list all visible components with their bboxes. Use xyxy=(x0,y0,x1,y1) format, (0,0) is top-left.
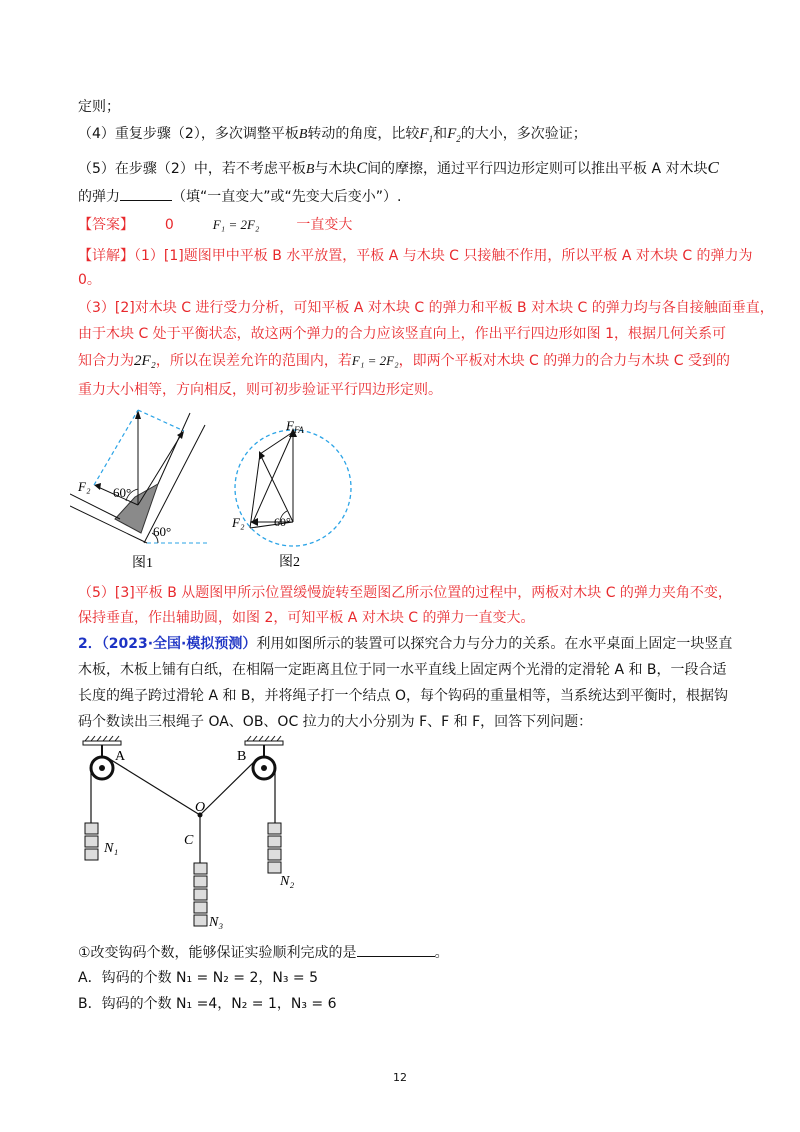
text-span: （5）在步骤（2）中，若不考虑平板 xyxy=(78,161,306,177)
text-span: 的大小，多次验证； xyxy=(460,126,587,142)
label-c: C xyxy=(184,833,194,848)
detail-line-1 xyxy=(78,246,753,266)
parallelogram-dash xyxy=(138,410,184,431)
detail-line-3 xyxy=(78,298,774,318)
text-span: （3）[2]对木块 C 进行受力分析，可知平板 A 对木块 C 的弹力和平板 B 对木块 C 的弹力均与各自接触面垂直， xyxy=(78,300,774,316)
text-span: （填“一直变大”或“先变大后变小”）. xyxy=(172,189,402,205)
question-source: （2023·全国·模拟预测） xyxy=(101,636,257,652)
text-span: 0。 xyxy=(78,272,101,288)
question-number: 2． xyxy=(78,636,102,652)
detail-line-2 xyxy=(78,270,101,290)
option-a xyxy=(78,968,318,988)
option-b-text: B．钩码的个数 N₁ =4，N₂ = 1，N₃ = 6 xyxy=(78,996,337,1012)
page-number: 12 xyxy=(393,1071,407,1084)
ceiling-mount xyxy=(245,741,283,745)
var-b: B xyxy=(305,162,315,177)
question-2-line-4 xyxy=(78,712,592,732)
text-span: 长度的绳子跨过滑轮 A 和 B，并将绳子打一个结点 O，每个钩码的重量相等，当系统达到平衡时，根据钩 xyxy=(78,688,728,704)
text-span: 重力大小相等，方向相反，则可初步验证平行四边形定则。 xyxy=(78,382,442,398)
pulley-a-hub xyxy=(99,765,105,771)
text-span: 保持垂直，作出辅助圆，如图 2，可知平板 A 对木块 C 的弹力一直变大。 xyxy=(78,610,535,626)
text-span: （4）重复步骤（2），多次调整平板 xyxy=(78,126,299,142)
question-2-line-3 xyxy=(78,686,728,706)
detail-line-7 xyxy=(78,583,732,603)
text-span: 码个数读出三根绳子 OA、OB、OC 拉力的大小分别为 F、F 和 F，回答下列问题： xyxy=(78,714,593,730)
text-span: 【详解】（1）[1]题图甲中平板 B 水平放置，平板 A 与木块 C 只接触不作用，所以平板 A 对木块 C 的弹力为 xyxy=(78,248,753,264)
f1-symbol: $F_1$ xyxy=(419,126,434,144)
detail-line-4 xyxy=(78,324,726,344)
step-5-line xyxy=(78,158,719,180)
weights-n1 xyxy=(85,823,98,860)
question-2-line-1 xyxy=(78,634,732,654)
fa-arrow xyxy=(138,435,181,505)
f2-label: F₂ xyxy=(232,515,245,530)
label-b: B xyxy=(237,749,247,764)
answer-1: 0 xyxy=(164,217,174,233)
text-span: 与木块 xyxy=(314,161,357,177)
angle-label: 60° xyxy=(113,485,132,500)
f2-label: F₂ xyxy=(78,479,91,494)
hatching xyxy=(85,736,119,741)
label-o: O xyxy=(195,800,206,815)
text-span: 间的摩擦，通过平行四边形定则可以推出平板 A 对木块 xyxy=(367,161,708,177)
var-b: B xyxy=(298,127,308,142)
answer-2: F₁ = 2F₂ xyxy=(212,217,260,232)
var-c: C xyxy=(356,160,368,177)
text-span: 知合力为 xyxy=(78,353,134,369)
fa-label: $F_{FA}$ xyxy=(286,418,304,435)
rope-oa xyxy=(108,758,200,815)
text-span: 的弹力 xyxy=(78,189,120,205)
figure-2 xyxy=(228,410,358,575)
step-4-line xyxy=(78,124,587,149)
answer-3: 一直变大 xyxy=(296,217,353,233)
label-n2: N₂ xyxy=(280,874,295,889)
label-n3: N₃ xyxy=(209,915,224,930)
f2-symbol: $F_2$ xyxy=(447,126,461,144)
answer-line xyxy=(78,215,352,235)
fill-blank-line xyxy=(78,186,401,207)
text-line xyxy=(78,97,120,117)
weights-n3 xyxy=(194,863,207,926)
text-span: 利用如图所示的装置可以探究合力与分力的关系。在水平桌面上固定一块竖直 xyxy=(256,636,733,652)
answer-blank xyxy=(357,942,435,957)
angle-label: 60° xyxy=(274,515,291,529)
answer-label: 【答案】 xyxy=(78,217,134,233)
figure-1 xyxy=(70,405,220,575)
math-2f2: 2F₂ xyxy=(134,353,156,369)
label-n1: N₁ xyxy=(104,841,119,856)
arrow-head xyxy=(177,431,184,439)
label-a: A xyxy=(115,749,126,764)
pulley-b-hub xyxy=(261,765,267,771)
ceiling-mount xyxy=(83,741,121,745)
figure-caption: 图1 xyxy=(132,556,153,571)
question-2-line-2 xyxy=(78,660,727,680)
figure-caption: 图2 xyxy=(279,555,300,570)
plate-a xyxy=(158,413,190,484)
angle-label: 60° xyxy=(153,524,172,539)
option-a-text: A．钩码的个数 N₁ = N₂ = 2，N₃ = 5 xyxy=(78,970,318,986)
detail-line-8 xyxy=(78,608,535,628)
answer-blank xyxy=(120,186,172,201)
detail-line-6 xyxy=(78,380,442,400)
text-span: 转动的角度，比较 xyxy=(307,126,420,142)
text-span: 定则； xyxy=(78,99,120,115)
rope-ob xyxy=(200,758,258,815)
text-span: 。 xyxy=(434,945,449,961)
weights-n2 xyxy=(268,823,281,873)
text-span: （5）[3]平板 B 从题图甲所示位置缓慢旋转至题图乙所示位置的过程中，两板对木块 C 的弹力夹角不变， xyxy=(78,585,732,601)
text-span: 和 xyxy=(433,126,448,142)
hatching xyxy=(247,736,281,741)
var-c: C xyxy=(707,158,719,177)
text-span: 由于木块 C 处于平衡状态，故这两个弹力的合力应该竖直向上，作出平行四边形如图 1，根据几何关系可 xyxy=(78,326,727,342)
detail-line-5 xyxy=(78,351,730,371)
text-span: ，即两个平板对木块 C 的弹力的合力与木块 C 受到的 xyxy=(398,353,730,369)
option-b xyxy=(78,994,336,1014)
parallelogram-dash xyxy=(94,410,138,485)
math-f1-eq: F₁ = 2F₂ xyxy=(351,353,399,368)
pulley-setup-figure xyxy=(75,735,305,935)
text-span: 木板，木板上铺有白纸，在相隔一定距离且位于同一水平直线上固定两个光滑的定滑轮 A 和 B，一段合适 xyxy=(78,662,727,678)
text-span: ，所以在误差允许的范围内，若 xyxy=(155,353,352,369)
text-span: ①改变钩码个数，能够保证实验顺利完成的是 xyxy=(78,945,357,961)
question-2-sub-1 xyxy=(78,942,449,963)
chord xyxy=(260,454,293,522)
